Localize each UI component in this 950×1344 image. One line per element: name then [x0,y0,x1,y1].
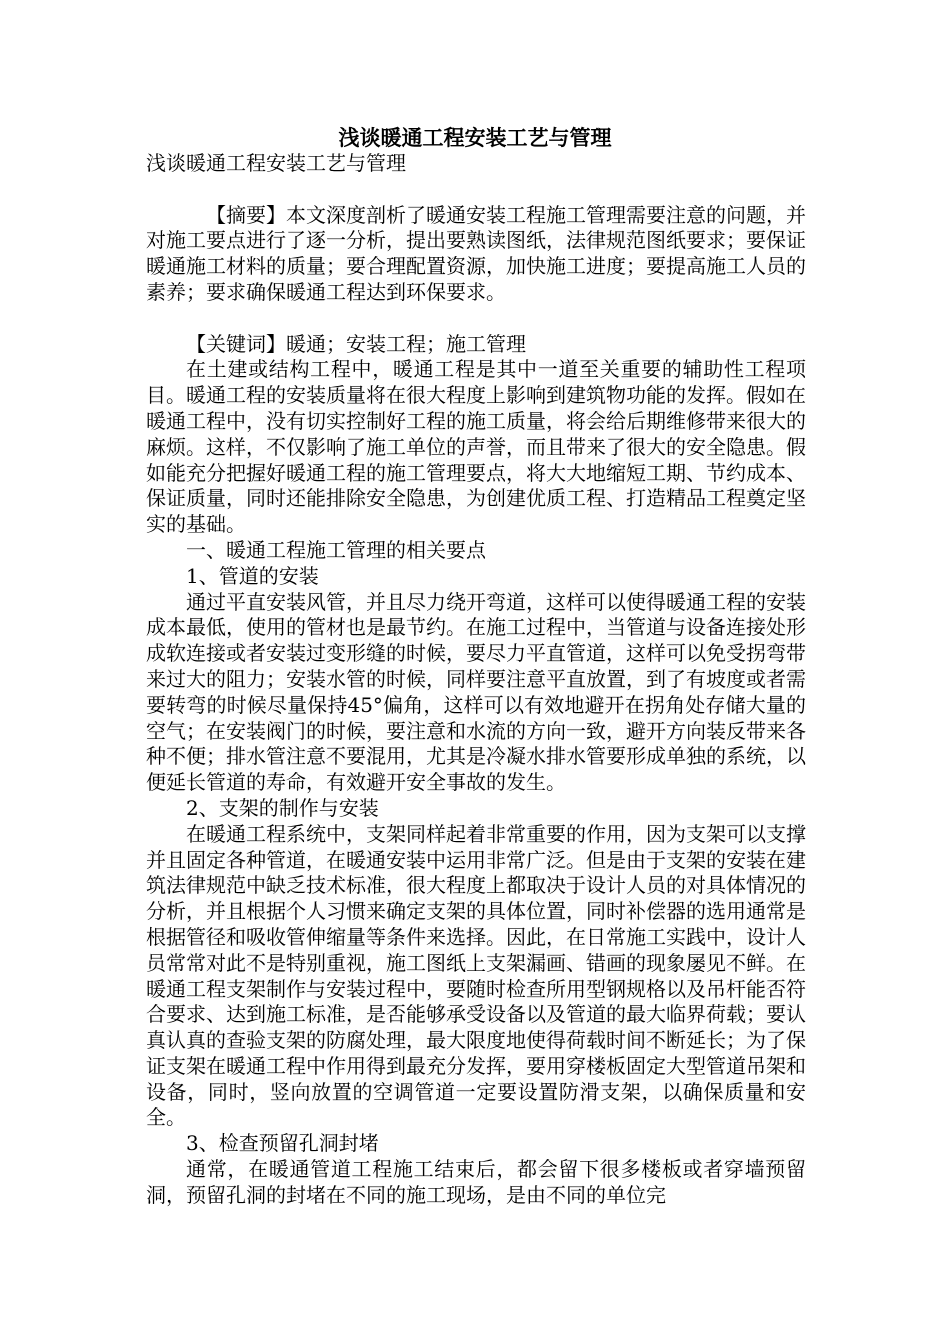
subsection-body-2: 在暖通工程系统中，支架同样起着非常重要的作用，因为支架可以支撑并且固定各种管道，在暖通安装中运用非常广泛。但是由于支架的安装在建筑法律规范中缺乏技术标准，很大程度上都取决于设计人员的对具体情况的分析，并且根据个人习惯来确定支架的具体位置，同时补偿器的选用通常是根据管径和吸收管伸缩量等条件来选择。因此，在日常施工实践中，设计人员常常对此不是特别重视，施工图纸上支架漏画、错画的现象屡见不鲜。在暖通工程支架制作与安装过程中，要随时检查所用型钢规格以及吊杆能否符合要求、达到施工标准，是否能够承受设备以及管道的最大临界荷载；要认真认真的查验支架的防腐处理，最大限度地使得荷载时间不断延长；为了保证支架在暖通工程中作用得到最充分发挥，要用穿楼板固定大型管道吊架和设备，同时，竖向放置的空调管道一定要设置防滑支架，以确保质量和安全。 [146,821,806,1130]
subsection-heading-2: 2、支架的制作与安装 [186,795,379,820]
subsection-heading-1: 1、管道的安装 [186,563,319,588]
keywords-paragraph: 【关键词】暖通；安装工程；施工管理 [186,331,526,356]
document-subtitle: 浅谈暖通工程安装工艺与管理 [146,151,406,175]
subsection-heading-3: 3、检查预留孔洞封堵 [186,1131,379,1156]
subsection-body-3: 通常，在暖通管道工程施工结束后，都会留下很多楼板或者穿墙预留洞，预留孔洞的封堵在不同的施工现场，是由不同的单位完 [146,1157,806,1207]
subsection-body-1: 通过平直安装风管，并且尽力绕开弯道，这样可以使得暖通工程的安装成本最低，使用的管材也是最节约。在施工过程中，当管道与设备连接处形成软连接或者安装过变形缝的时候，要尽力平直管道，这样可以免受拐弯带来过大的阻力；安装水管的时候，同样要注意平直放置，到了有坡度或者需要转弯的时候尽量保持45°偏角，这样可以有效地避开在拐角处存储大量的空气；在安装阀门的时候，要注意和水流的方向一致，避开方向装反带来各种不便；排水管注意不要混用，尤其是冷凝水排水管要形成单独的系统，以便延长管道的寿命，有效避开安全事故的发生。 [146,589,806,795]
blank-line [146,177,806,203]
document-body [146,151,806,1209]
intro-paragraph: 在土建或结构工程中，暖通工程是其中一道至关重要的辅助性工程项目。暖通工程的安装质量将在很大程度上影响到建筑物功能的发挥。假如在暖通工程中，没有切实控制好工程的施工质量，将会给后期维修带来很大的麻烦。这样，不仅影响了施工单位的声誉，而且带来了很大的安全隐患。假如能充分把握好暖通工程的施工管理要点，将大大地缩短工期、节约成本、保证质量，同时还能排除安全隐患，为创建优质工程、打造精品工程奠定坚实的基础。 [146,357,806,537]
blank-line [146,306,806,332]
document-title: 浅谈暖通工程安装工艺与管理 [338,125,612,150]
section-heading-1: 一、暖通工程施工管理的相关要点 [186,537,486,562]
abstract-paragraph: 【摘要】本文深度剖析了暖通安装工程施工管理需要注意的问题，并对施工要点进行了逐一分析，提出要熟读图纸，法律规范图纸要求；要保证暖通施工材料的质量；要合理配置资源，加快施工进度；要提高施工人员的素养；要求确保暖通工程达到环保要求。 [146,202,806,304]
